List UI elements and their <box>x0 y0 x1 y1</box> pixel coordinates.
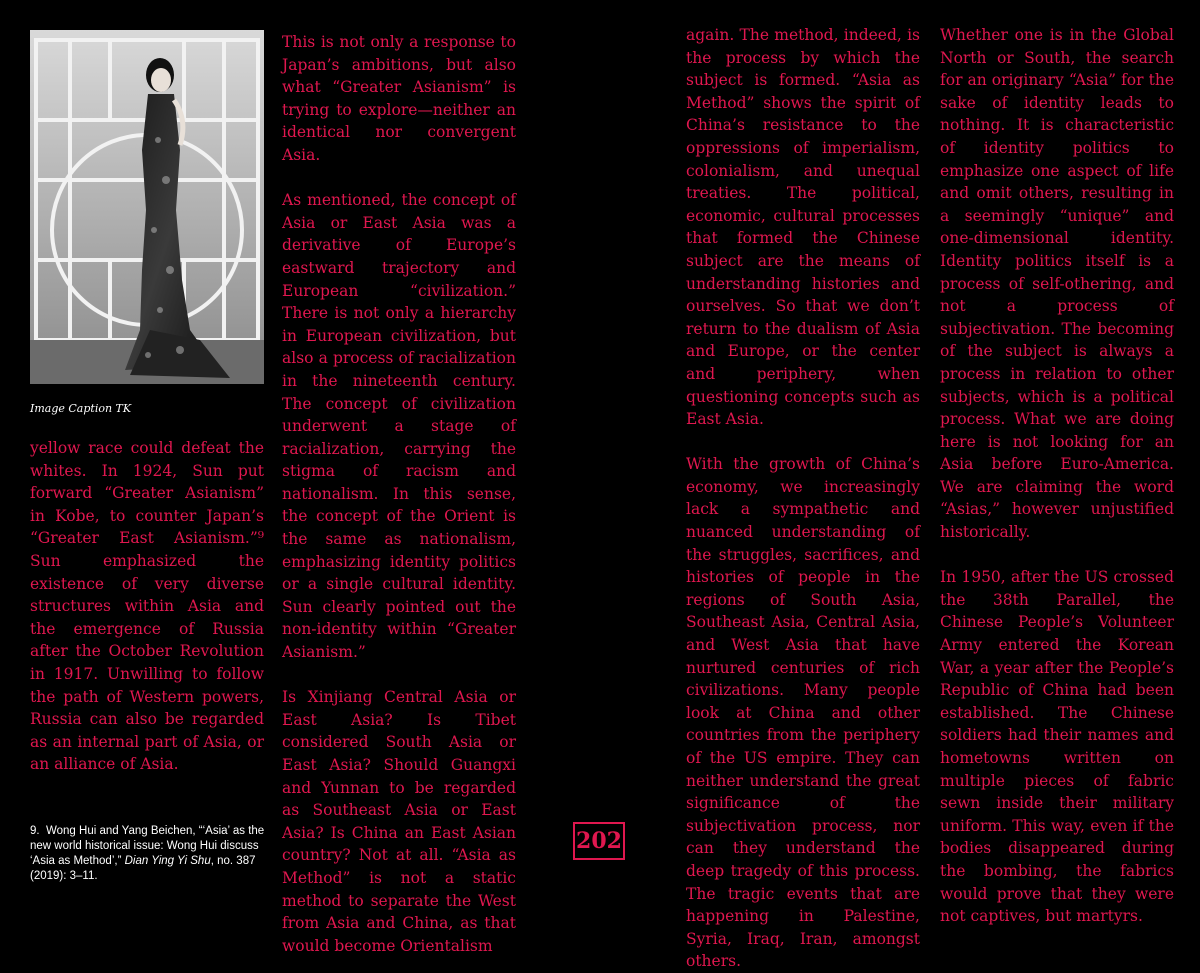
col4-paragraph-1: Whether one is in the Global North or South, the search for an originary “Asia” for the sake of identity leads to nothing. It is characteristic of identity politics to emphasize one aspect of life and omit others, resulting in a seemingly “unique” and one-dimensional identity. Identity politics itself is a process of self-othering, and not a process of subjectivation. The becoming of the subject is always a process in relation to other subjects, which is a political process. What we are doing here is not looking for an Asia before Euro-America. We are claiming the word “Asias,” however unjustified historically. <box>940 26 1174 542</box>
col4-paragraph-2: In 1950, after the US crossed the 38th Parallel, the Chinese People’s Volunteer Army entered the Korean War, a year after the People’s Republic of China had been established. The Chinese soldiers had their names and hometowns written on multiple pieces of fabric sewn inside their military uniform. This way, even if the bodies disappeared during the bombing, the fabrics would prove that they were not captives, but martyrs. <box>940 568 1174 926</box>
column-3 <box>686 24 920 973</box>
col3-paragraph-1: again. The method, indeed, is the process by which the subject is formed. “Asia as Method” shows the spirit of China’s resistance to the oppressions of imperialism, colonialism, and unequal treaties. The political, economic, cultural processes that formed the Chinese subject are the means of understanding histories and ourselves. So that we don’t return to the dualism of Asia and Europe, or the center and periphery, when questioning concepts such as East Asia. <box>686 26 920 429</box>
footnote-9 <box>30 824 270 884</box>
col3-paragraph-2: With the growth of China’s economy, we increasingly lack a sympathetic and nuanced understanding of the struggles, sacrifices, and histories of people in the regions of South Asia, Southeast Asia, Central Asia, and West Asia that have nurtured centuries of rich civilizations. Many people look at China and other countries from the periphery of the US empire. They can neither understand the great significance of the subjectivation process, nor can they understand the deep tragedy of this process. The tragic events that are happening in Palestine, Syria, Iraq, Iran, amongst others. <box>686 455 920 971</box>
column-2 <box>282 31 516 957</box>
page-number: 202 <box>573 822 625 860</box>
col2-paragraph-1: This is not only a response to Japan’s ambitions, but also what “Greater Asianism” is trying to explore—neither an identical nor convergent Asia. <box>282 33 516 164</box>
image-caption: Image Caption TK <box>30 402 132 415</box>
footnote-number: 9. <box>30 825 40 837</box>
col1-paragraph-1: yellow race could defeat the whites. In 1924, Sun put forward “Greater Asianism” in Kobe, to counter Japan’s “Greater East Asianism.”⁹ Sun emphasized the existence of very diverse structures within Asia and the emergence of Russia after the October Revolution in 1917. Unwilling to follow the path of Western powers, Russia can also be regarded as an internal part of Asia, or an alliance of Asia. <box>30 439 264 774</box>
footnote-tail: , no. 387 (2019): 3–11. <box>30 855 256 882</box>
footnote-journal: Dian Ying Yi Shu <box>124 855 211 867</box>
col2-paragraph-3: Is Xinjiang Central Asia or East Asia? Is Tibet considered South Asia or East Asia? Should Guangxi and Yunnan to be regarded as Southeast Asia or East Asia? Is China an East Asian country? Not at all. “Asia as Method” is not a static method to separate the West from Asia and China, as that would become Orientalism <box>282 688 516 955</box>
column-4 <box>940 24 1174 928</box>
portrait-photo <box>30 30 264 384</box>
footnote-text: Wong Hui and Yang Beichen, “‘Asia’ as the new world historical issue: Wong Hui discuss ‘Asia as Method’,” <box>30 825 265 867</box>
column-1 <box>30 437 264 776</box>
col2-paragraph-2: As mentioned, the concept of Asia or East Asia was a derivative of Europe’s eastward trajectory and European “civilization.” There is not only a hierarchy in European civilization, but also a process of racialization in the nineteenth century. The concept of civilization underwent a stage of racialization, carrying the stigma of racism and nationalism. In this sense, the concept of the Orient is the same as nationalism, emphasizing identity politics or a single cultural identity. Sun clearly pointed out the non-identity within “Greater Asianism.” <box>282 191 516 662</box>
